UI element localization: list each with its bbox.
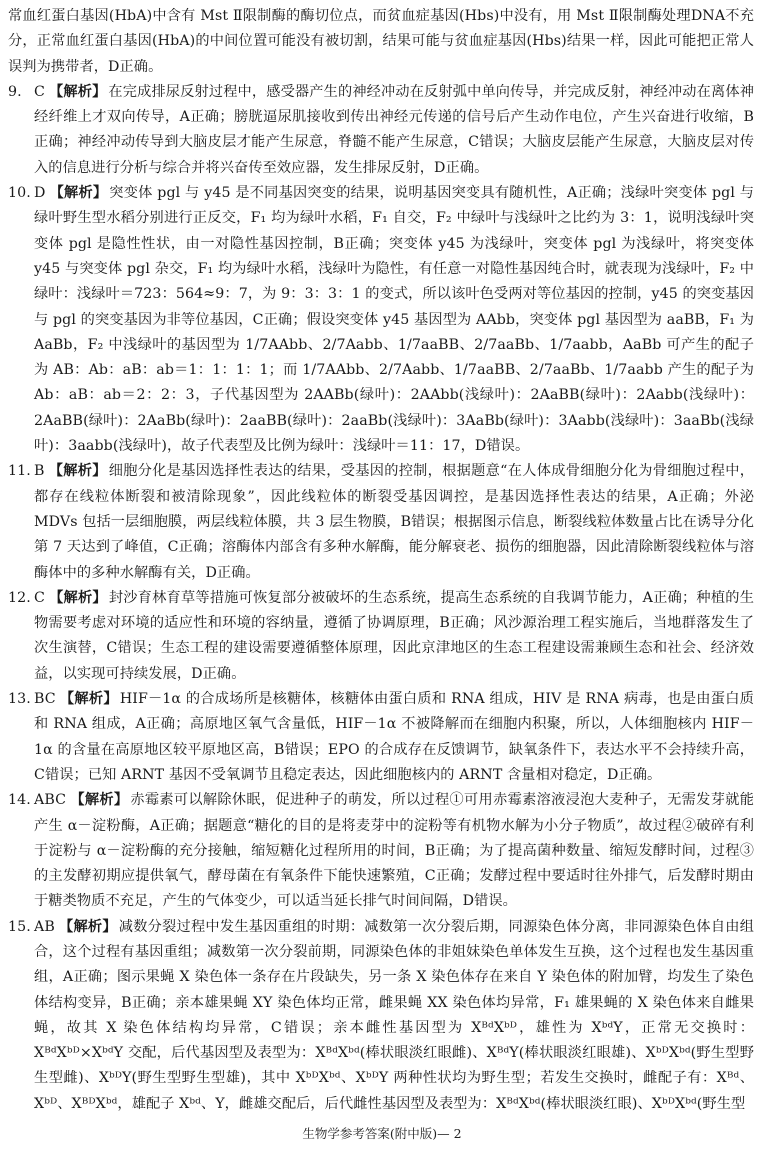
question-15: [8, 915, 754, 1117]
question-number: 12.: [8, 589, 31, 606]
analysis-tag: 【解析】: [70, 792, 129, 809]
answer-letter: B: [34, 463, 45, 480]
analysis-tag: 【解析】: [48, 83, 107, 100]
continued-paragraph: [8, 4, 754, 80]
answer-letter: C: [34, 83, 45, 100]
question-12: [8, 586, 754, 687]
analysis-text: 在完成排尿反射过程中，感受器产生的神经冲动在反射弧中单向传导，并完成反射，神经冲动在离体神经纤维上才双向传导，A正确；膀胱逼尿肌接收到传出神经元传递的信号后产生动作电位，产生兴奋进行收缩，B正确；神经冲动传导到大脑皮层才能产生尿意，脊髓不能产生尿意，C错误；大脑皮层能产生尿意，大脑皮层对传入的信息进行分析与综合并将兴奋传至效应器，发生排尿反射，D正确。: [34, 83, 754, 176]
answer-letter: ABC: [34, 792, 67, 809]
question-11: [8, 459, 754, 585]
answer-letter: D: [34, 185, 46, 202]
analysis-tag: 【解析】: [59, 691, 118, 708]
analysis-tag: 【解析】: [48, 463, 107, 480]
analysis-tag: 【解析】: [58, 918, 117, 935]
page-footer: 生物学参考答案(附中版)— 2: [302, 1126, 462, 1141]
question-number: 10.: [8, 185, 31, 202]
analysis-text: 赤霉素可以解除休眠，促进种子的萌发，所以过程①可用赤霉素溶液浸泡大麦种子，无需发芽就能产生 α－淀粉酶，A正确；据题意“糖化的目的是将麦芽中的淀粉等有机物水解为小分子物质”，故过程②破碎有利于淀粉与 α－淀粉酶的充分接触，缩短糖化过程所用的时间，B正确；为了提高菌种数量、缩短发酵时间，过程③的主发酵初期应提供氧气，酵母菌在有氧条件下能快速繁殖，C正确；发酵过程中要适时往外排气，后发酵时期由于糖类物质不充足，产生的气体变少，可以适当延长排气时间间隔，D错误。: [34, 792, 754, 910]
answer-letter: BC: [34, 691, 56, 708]
question-number: 11.: [8, 463, 31, 480]
question-number: 13.: [8, 691, 31, 708]
analysis-text: 封沙育林育草等措施可恢复部分被破坏的生态系统，提高生态系统的自我调节能力，A正确；种植的生物需要考虑对环境的适应性和环境的容纳量，遵循了协调原理，B正确；风沙源治理工程实施后，当地群落发生了次生演替，C错误；生态工程的建设需要遵循整体原理，因此京津地区的生态工程建设需兼顾生态和社会、经济效益，以实现可持续发展，D正确。: [34, 589, 755, 682]
analysis-text: HIF－1α 的合成场所是核糖体，核糖体由蛋白质和 RNA 组成，HIV 是 RNA 病毒，也是由蛋白质和 RNA 组成，A正确；高原地区氧气含量低，HIF－1α 不被降解而在细胞内积聚，所以，人体细胞核内 HIF－1α 的含量在高原地区较平原地区高，B错误；EPO 的合成存在反馈调节，缺氧条件下，表达水平不会持续升高，C错误；已知 ARNT 基因不受氧调节且稳定表达，因此细胞核内的 ARNT 含量相对稳定，D正确。: [34, 691, 754, 783]
question-9: [8, 80, 754, 181]
answer-letter: C: [34, 589, 45, 606]
answer-content: [8, 4, 754, 1117]
question-13: [8, 687, 754, 788]
question-number: 15.: [8, 918, 31, 935]
analysis-text: 细胞分化是基因选择性表达的结果，受基因的控制，根据题意“在人体成骨细胞分化为骨细胞过程中，都存在线粒体断裂和被清除现象”，因此线粒体的断裂受基因调控，是基因选择性表达的结果，A正确；外泌 MDVs 包括一层细胞膜，两层线粒体膜，共 3 层生物膜，B错误；根据图示信息，断裂线粒体数量占比在诱导分化第 7 天达到了峰值，C正确；溶酶体内部含有多种水解酶，能分解衰老、损伤的细胞器，因此清除断裂线粒体与溶酶体中的多种水解酶有关，D正确。: [34, 463, 755, 581]
analysis-text: 突变体 pgl 与 y45 是不同基因突变的结果，说明基因突变具有随机性，A正确；浅绿叶突变体 pgl 与绿叶野生型水稻分别进行正反交，F₁ 均为绿叶水稻，F₁ 自交，F₂ 中绿叶与浅绿叶之比约为 3：1，说明浅绿叶突变体 pgl 是隐性性状，由一对隐性基因控制，B正确；突变体 y45 为浅绿叶，突变体 pgl 为浅绿叶，将突变体 y45 与突变体 pgl 杂交，F₁ 均为绿叶水稻，浅绿叶为隐性，有任意一对隐性基因纯合时，就表现为浅绿叶，F₂ 中绿叶：浅绿叶＝723：564≈9：7，为 9：3：3：1 的变式，所以该叶色受两对等位基因的控制，y45 的突变基因与 pgl 的突变基因为非等位基因，C正确；假设突变体 y45 基因型为 AAbb，突变体 pgl 基因型为 aaBB，F₁ 为 AaBb，F₂ 中浅绿叶的基因型为 1/7AAbb、2/7Aabb、1/7aaBB、2/7aaBb、1/7aabb，AaBb 可产生的配子为 AB：Ab：aB：ab＝1：1：1：1；而 1/7AAbb、2/7Aabb、1/7aaBB、2/7aaBb、1/7aabb 产生的配子为 Ab：aB：ab＝2：2：3，子代基因型为 2AABb(绿叶)：2AAbb(浅绿叶)：2AaBB(绿叶)：2Aabb(浅绿叶)：2AaBB(绿叶)：2AaBb(绿叶)：2aaBB(绿叶)：2aaBb(浅绿叶)：3AaBb(绿叶)：3Aabb(浅绿叶)：3aaBb(浅绿叶)：3aabb(浅绿叶)，故子代表型及比例为绿叶：浅绿叶＝11：17，D错误。: [34, 185, 754, 455]
analysis-tag: 【解析】: [49, 185, 108, 202]
answer-letter: AB: [34, 918, 55, 935]
analysis-tag: 【解析】: [48, 589, 107, 606]
analysis-text: 减数分裂过程中发生基因重组的时期：减数第一次分裂后期，同源染色体分离，非同源染色体自由组合，这个过程有基因重组；减数第一次分裂前期，同源染色体的非姐妹染色单体发生互换，这个过程也发生基因重组，A正确；图示果蝇 X 染色体一条存在片段缺失，另一条 X 染色体存在来自 Y 染色体的附加臂，均发生了染色体结构变异，B正确；亲本雄果蝇 XY 染色体均正常，雌果蝇 XX 染色体均异常，F₁ 雄果蝇的 X 染色体来自雌果蝇，故其 X 染色体结构均异常，C错误；亲本雌性基因型为 XᴮᵈXᵇᴰ，雄性为 XᵇᵈY，正常无交换时：XᴮᵈXᵇᴰ×XᵇᵈY 交配，后代基因型及表型为：XᴮᵈXᵇᵈ(棒状眼淡红眼雌)、XᴮᵈY(棒状眼淡红眼雄)、XᵇᴰXᵇᵈ(野生型野生型雌)、XᵇᴰY(野生型野生型雄)，其中 XᵇᴰXᵇᵈ、XᵇᴰY 两种性状均为野生型；若发生交换时，雌配子有：Xᴮᵈ、Xᵇᴰ、XᴮᴰXᵇᵈ，雄配子 Xᵇᵈ、Y，雌雄交配后，后代雌性基因型及表型为：XᴮᵈXᵇᵈ(棒状眼淡红眼)、XᵇᴰXᵇᵈ(野生型: [34, 918, 755, 1112]
question-number: 14.: [8, 792, 31, 809]
question-14: [8, 788, 754, 914]
question-10: [8, 181, 754, 459]
question-number: 9.: [8, 83, 22, 100]
paragraph-text: 常血红蛋白基因(HbA)中含有 Mst Ⅱ限制酶的酶切位点，而贫血症基因(Hbs)中没有，用 Mst Ⅱ限制酶处理DNA不充分，正常血红蛋白基因(HbA)的中间位置可能没有被切割，结果可能与贫血症基因(Hbs)结果一样，因此可能把正常人误判为携带者，D正确。: [8, 8, 754, 75]
